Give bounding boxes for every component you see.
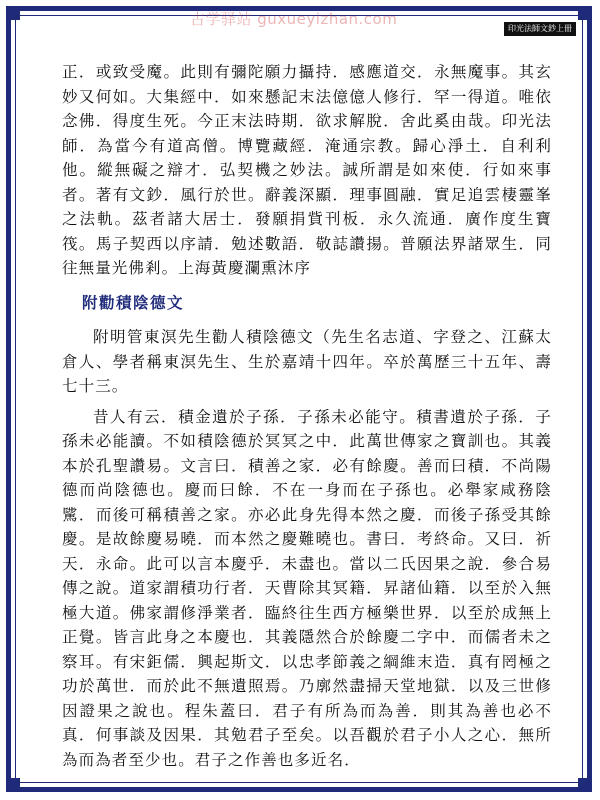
- main-text-paragraph: 昔人有云．積金遺於子孫．子孫未必能守。積書遺於子孫．子孫未必能讀。不如積陰德於冥冥之中．此萬世傳家之寶訓也。其義本於孔聖讚易。文言曰．積善之家．必有餘慶。善而曰積．不尚陽德而尚陰德也。慶而曰餘．不在一身而在子孫也。必舉家咸務陰騭．而後可稱積善之家。亦必此身先得本然之慶．而後子孫受其餘慶。是故餘慶易曉．而本然之慶難曉也。書曰．考終命。又曰．祈天．永命。此可以言本慶乎．未盡也。當以二氏因果之說．參合易傳之說。道家謂積功行者．天曹除其冥籍．昇諸仙籍．以至於入無極大道。佛家謂修淨業者．臨終往生西方極樂世界．以至於成無上正覺。皆言此身之本慶也．其義隱然合於餘慶二字中．而儒者未之察耳。有宋鉅儒．興起斯文．以忠孝節義之綱維末造．真有罔極之功於萬世．而於此不無遺照焉。乃廓然盡掃天堂地獄．以及三世修因證果之說也。程朱蓋曰．君子有所為而為善．則其為善也必不真．何事談及因果．其勉君子至矣。以吾觀於君子小人之心．無所為而為者至少也。君子之作善也多近名．: [62, 407, 552, 769]
- document-body: [62, 60, 552, 772]
- border-corner-bottom-left: [6, 778, 20, 792]
- border-corner-bottom-right: [578, 778, 592, 792]
- border-corner-top-right: [578, 6, 592, 20]
- book-title-tag: 印光法師文鈔上冊: [504, 22, 576, 36]
- border-corner-top-left: [6, 6, 20, 20]
- author-note-paragraph: 附明管東溟先生勸人積陰德文（先生名志道、字登之、江蘇太倉人、學者稱東溟先生、生於嘉靖十四年。卒於萬歷三十五年、壽七十三。: [62, 328, 552, 395]
- section-heading: 附勸積陰德文: [82, 292, 185, 312]
- site-watermark: 古学驿站 guxueyizhan.com: [190, 10, 398, 28]
- preface-paragraph: 正．或致受魔。此則有彌陀願力攝持．感應道交．永無魔事。其玄妙又何如。大集經中．如來懸記末法億億人修行．罕一得道。唯依念佛．得度生死。今正末法時期．欲求解脫．舍此奚由哉。印光法師．為當今有道高僧。博覽藏經．淹通宗教。歸心淨土．自利利他。縱無礙之辯才．弘契機之妙法。誠所謂是如來使．行如來事者。著有文鈔．風行於世。辭義深顯．理事圓融．實足追雲棲靈峯之法軌。茲者諸大居士．發願捐貲刊板．永久流通．廣作度生寶筏。馬子契西以序請．勉述數語．敬誌讚揚。普願法界諸眾生．同往無量光佛剎。上海黃慶瀾熏沐序: [62, 63, 552, 277]
